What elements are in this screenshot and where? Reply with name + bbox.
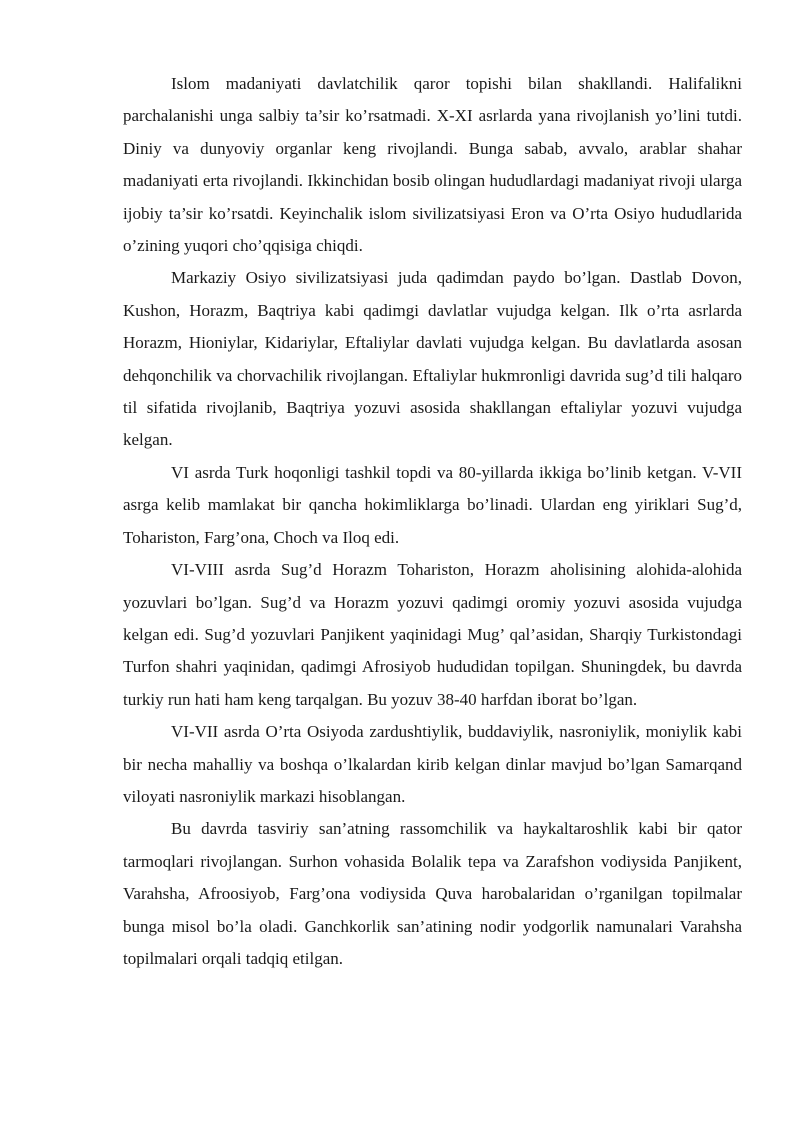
- document-page: [123, 68, 742, 975]
- paragraph-turk-khaganate: VI asrda Turk hoqonligi tashkil topdi va 80-yillarda ikkiga bo’linib ketgan. V-VII asrga kelib mamlakat bir qancha hokimliklarga bo’linadi. Ulardan eng yiriklari Sug’d, Tohariston, Farg’ona, Choch va Iloq edi.: [123, 462, 742, 547]
- paragraph-central-asia-civilization: Markaziy Osiyo sivilizatsiyasi juda qadimdan paydo bo’lgan. Dastlab Dovon, Kushon, Horazm, Baqtriya kabi qadimgi davlatlar vujudga kelgan. Ilk o’rta asrlarda Horazm, Hioniylar, Kidariylar, Eftaliylar davlati vujudga kelgan. Bu davlatlarda asosan dehqonchilik va chorvachilik rivojlangan. Eftaliylar hukmronligi davrida sug’d tili halqaro til sifatida rivojlanib, Baqtriya yozuvi asosida shakllangan eftaliylar yozuvi vujudga kelgan.: [123, 268, 742, 450]
- paragraph-religions: VI-VII asrda O’rta Osiyoda zardushtiylik, buddaviylik, nasroniylik, moniylik kabi bir necha mahalliy va boshqa o’lkalardan kirib kelgan dinlar mavjud bo’lgan Samarqand viloyati nasroniylik markazi hisoblangan.: [123, 722, 742, 806]
- paragraph-islam-culture: Islom madaniyati davlatchilik qaror topishi bilan shakllandi. Halifalikni parchalanishi unga salbiy ta’sir ko’rsatmadi. X-XI asrlarda yana rivojlanish yo’lini tutdi. Diniy va dunyoviy organlar keng rivojlandi. Bunga sabab, avvalo, arablar shahar madaniyati erta rivojlandi. Ikkinchidan bosib olingan hududlardagi madaniyat rivoji ularga ijobiy ta’sir ko’rsatdi. Keyinchalik islom sivilizatsiyasi Eron va O’rta Osiyo hududlarida o’zining yuqori cho’qqisiga chiqdi.: [123, 74, 742, 256]
- paragraph-fine-arts: Bu davrda tasviriy san’atning rassomchilik va haykaltaroshlik kabi bir qator tarmoqlari rivojlangan. Surhon vohasida Bolalik tepa va Zarafshon vodiysida Panjikent, Varahsha, Afroosiyob, Farg’ona vodiysida Quva harobalaridan o’rganilgan topilmalar bunga misol bo’la oladi. Ganchkorlik san’atining nodir yodgorlik namunalari Varahsha topilmalari orqali tadqiq etilgan.: [123, 819, 742, 968]
- paragraph-writing-systems: VI-VIII asrda Sug’d Horazm Tohariston, Horazm aholisining alohida-alohida yozuvlari bo’lgan. Sug’d va Horazm yozuvi qadimgi oromiy yozuvi asosida vujudga kelgan edi. Sug’d yozuvlari Panjikent yaqinidagi Mug’ qal’asidan, Sharqiy Turkistondagi Turfon shahri yaqinidan, qadimgi Afrosiyob hududidan topilgan. Shuningdek, bu davrda turkiy run hati ham keng tarqalgan. Bu yozuv 38-40 harfdan iborat bo’lgan.: [123, 560, 742, 709]
